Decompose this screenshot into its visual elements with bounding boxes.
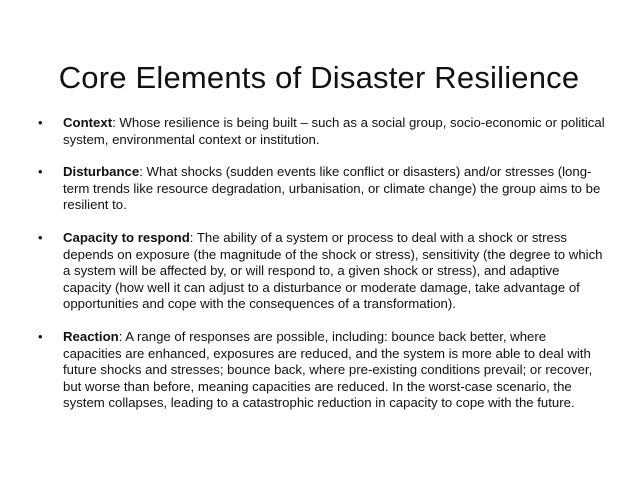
bullet-term: Reaction [63,328,119,344]
bullet-capacity-to-respond [38,230,608,313]
bullet-term: Capacity to respond [63,229,190,245]
bullet-reaction [38,329,608,412]
bullet-text: : What shocks (sudden events like conflict or disasters) and/or stresses (long-term trends like resource degradation, urbanisation, or climate change) the group aims to be resilient to. [63,164,601,213]
bullet-text: : Whose resilience is being built – such as a social group, socio-economic or political system, environmental context or institution. [63,115,605,147]
bullet-symbol: • [38,328,43,344]
bullet-term: Disturbance [63,164,140,180]
bullet-list [38,115,608,428]
bullet-text: : A range of responses are possible, including: bounce back better, where capacities are enhanced, exposures are reduced, and the system is more able to deal with future shocks and stresses; bounce back, where pre-existing conditions prevail; or recover, but worse than before, meaning capacities are reduced. In the worst-case scenario, the system collapses, leading to a catastrophic reduction in capacity to cope with the future. [63,328,593,411]
bullet-term: Context [63,115,113,130]
bullet-text: : The ability of a system or process to deal with a shock or stress depends on exposure (the magnitude of the shock or stress), sensitivity (the degree to which a system will be affected by, or will respond to, a given shock or stress), and adaptive capacity (how well it can adjust to a disturbance or moderate damage, take advantage of opportunities and cope with the consequences of a transformation). [63,229,603,312]
bullet-symbol: • [38,229,43,245]
slide-title: Core Elements of Disaster Resilience [58,59,580,95]
bullet-disturbance [38,164,608,214]
bullet-symbol: • [38,164,43,180]
bullet-symbol: • [38,115,43,130]
bullet-context [38,115,608,148]
